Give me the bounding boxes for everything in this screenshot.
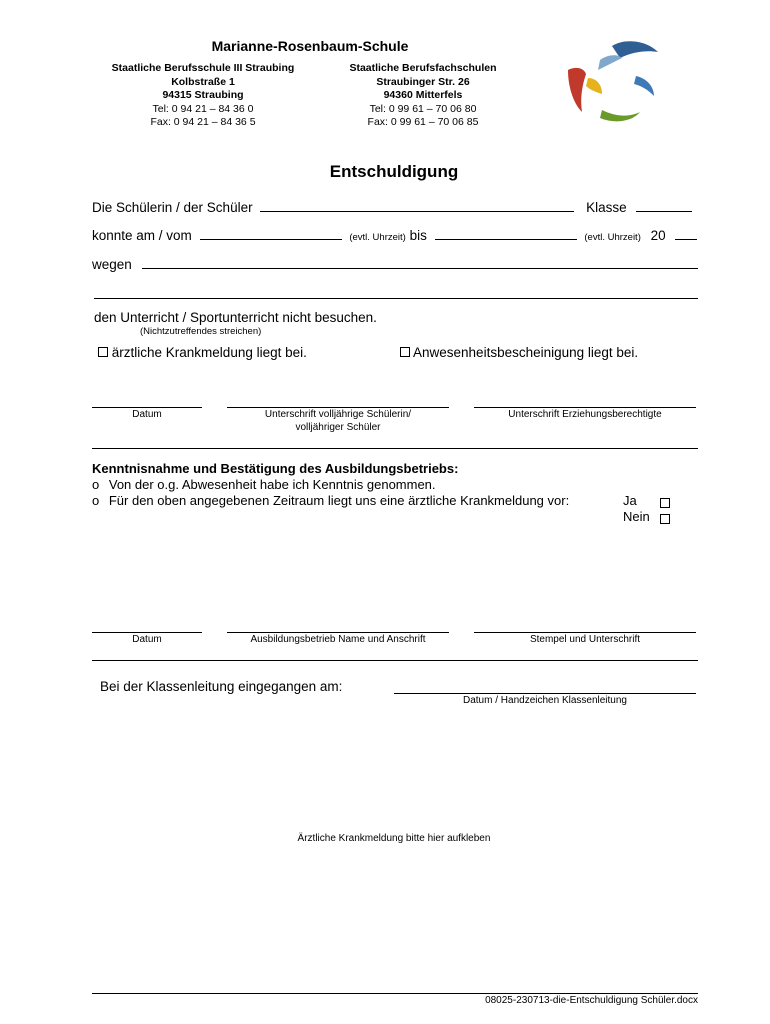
school-left-city: 94315 Straubing	[162, 89, 244, 101]
yes-option	[623, 493, 637, 508]
attendance-label: Anwesenheitsbescheinigung liegt bei.	[413, 345, 639, 360]
school-right-street: Straubinger Str. 26	[376, 75, 470, 88]
yes-label: Ja	[623, 493, 637, 508]
section-divider	[92, 448, 698, 449]
from-date-field[interactable]	[200, 228, 342, 240]
company-date-caption: Datum	[132, 634, 162, 645]
sick-note-checkbox[interactable]	[98, 347, 108, 357]
class-lead-caption: Datum / Handzeichen Klassenleitung	[463, 695, 627, 706]
class-label: Klasse	[586, 200, 627, 215]
until-date-field[interactable]	[435, 228, 577, 240]
guardian-signature-caption: Unterschrift Erziehungsberechtigte	[508, 409, 662, 420]
date-row	[92, 228, 697, 243]
yes-checkbox[interactable]	[660, 498, 670, 508]
company-item1	[92, 477, 436, 492]
reason-field-line2[interactable]	[94, 298, 698, 299]
company-heading: Kenntnisnahme und Bestätigung des Ausbildungsbetriebs:	[92, 461, 459, 476]
class-lead-label: Bei der Klassenleitung eingegangen am:	[100, 679, 343, 694]
student-signature-caption	[227, 408, 449, 434]
attendance-checkbox[interactable]	[400, 347, 410, 357]
footer-filename: 08025-230713-die-Entschuldigung Schüler.docx	[485, 995, 698, 1006]
reason-row	[92, 257, 698, 272]
company-stamp-caption: Stempel und Unterschrift	[529, 634, 641, 645]
date-caption: Datum	[132, 409, 162, 420]
school-left-tel: Tel: 0 94 21 – 84 36 0	[152, 102, 254, 115]
school-left-name: Staatliche Berufsschule III Straubing	[111, 62, 295, 74]
option-attendance[interactable]	[400, 345, 638, 360]
student-row	[92, 200, 692, 215]
bullet-2: o	[92, 493, 100, 508]
school-right-city: 94360 Mitterfels	[383, 89, 463, 101]
year-field[interactable]	[675, 228, 697, 240]
student-name-field[interactable]	[260, 200, 574, 212]
no-checkbox-wrap	[660, 511, 670, 529]
footer-line	[92, 993, 698, 994]
student-label: Die Schülerin / der Schüler	[92, 200, 253, 215]
school-name: Marianne-Rosenbaum-Schule	[211, 38, 409, 54]
no-label: Nein	[623, 509, 650, 524]
company-item2	[92, 493, 569, 508]
form-title: Entschuldigung	[329, 162, 459, 181]
school-right-name: Staatliche Berufsfachschulen	[349, 62, 497, 74]
time-hint-until: (evtl. Uhrzeit)	[584, 232, 641, 243]
school-left-fax: Fax: 0 94 21 – 84 36 5	[150, 116, 256, 128]
school-right-fax: Fax: 0 99 61 – 70 06 85	[367, 116, 479, 128]
until-label: bis	[409, 228, 427, 243]
no-checkbox[interactable]	[660, 514, 670, 524]
company-item1-text: Von der o.g. Abwesenheit habe ich Kenntnis genommen.	[108, 477, 436, 492]
missed-text: den Unterricht / Sportunterricht nicht besuchen.	[94, 310, 377, 325]
company-name-caption: Ausbildungsbetrieb Name und Anschrift	[250, 634, 426, 645]
school-right-tel: Tel: 0 99 61 – 70 06 80	[369, 102, 477, 115]
reason-label: wegen	[92, 257, 132, 272]
student-caption-line2: volljähriger Schüler	[295, 422, 381, 433]
year-prefix: 20	[650, 228, 666, 243]
school-left-street: Kolbstraße 1	[171, 75, 235, 88]
school-logo-icon	[562, 38, 666, 124]
bullet-1: o	[92, 477, 100, 492]
reason-field[interactable]	[142, 257, 698, 269]
no-option	[623, 509, 650, 524]
strike-hint: (Nichtzutreffendes streichen)	[140, 326, 262, 337]
from-label: konnte am / vom	[92, 228, 192, 243]
sick-note-label: ärztliche Krankmeldung liegt bei.	[111, 345, 307, 360]
option-sick-note[interactable]	[98, 345, 307, 360]
time-hint-from: (evtl. Uhrzeit)	[349, 232, 406, 243]
company-item2-text: Für den oben angegebenen Zeitraum liegt uns eine ärztliche Krankmeldung vor:	[108, 493, 570, 508]
address-block-mitterfels	[332, 62, 514, 130]
attach-sick-note-hint: Ärztliche Krankmeldung bitte hier aufkleben	[297, 833, 491, 844]
section-divider-2	[92, 660, 698, 661]
class-field[interactable]	[636, 200, 692, 212]
address-block-straubing	[92, 62, 314, 130]
student-caption-line1: Unterschrift volljährige Schülerin/	[264, 409, 412, 420]
